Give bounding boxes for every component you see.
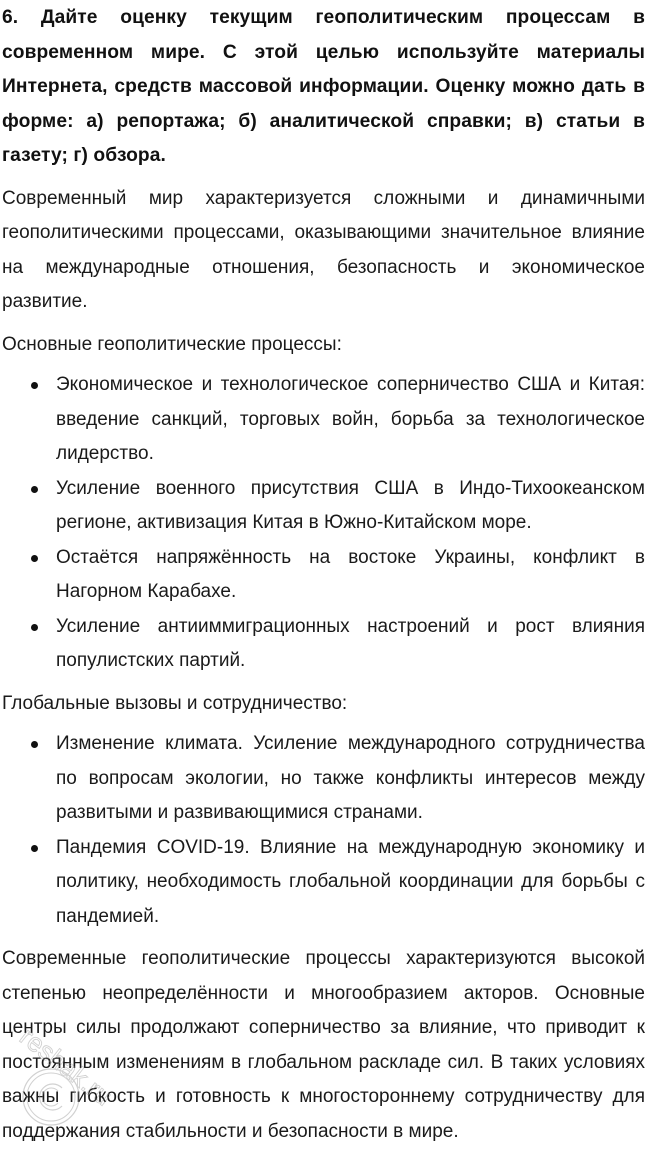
bullet-icon xyxy=(31,845,38,852)
watermark-text: reshak.ru xyxy=(14,1021,116,1112)
bullet-icon xyxy=(31,624,38,631)
list-item-text: Остаётся напряжённость на востоке Украины, конфликт в Нагорном Карабахе. xyxy=(56,546,645,602)
list-item xyxy=(2,472,645,541)
list-item xyxy=(2,541,645,610)
global-challenges-heading: Глобальные вызовы и сотрудничество: xyxy=(2,692,348,714)
list-item-text: Пандемия COVID-19. Влияние на международную экономику и политику, необходимость глобальной координации для борьбы с пандемией. xyxy=(56,836,645,927)
intro-paragraph: Современный мир характеризуется сложными и динамичными геополитическими процессами, оказывающими значительное влияние на международные отношения, безопасность и экономическое развитие. xyxy=(2,187,645,312)
list-item-text: Усиление военного присутствия США в Индо-Тихоокеанском регионе, активизация Китая в Южно-Китайском море. xyxy=(56,477,645,533)
list-item-text: Усиление антииммиграционных настроений и рост влияния популистских партий. xyxy=(56,615,645,671)
list-item xyxy=(2,610,645,679)
list-item xyxy=(2,727,645,831)
main-processes-heading: Основные геополитические процессы: xyxy=(2,333,342,355)
list-item xyxy=(2,831,645,935)
main-processes-list xyxy=(2,368,645,679)
bullet-icon xyxy=(31,555,38,562)
bullet-icon xyxy=(31,382,38,389)
global-challenges-list xyxy=(2,727,645,934)
list-item-text: Изменение климата. Усиление международного сотрудничества по вопросам экологии, но также конфликты интересов между развитыми и развивающимися странами. xyxy=(56,733,645,823)
conclusion-paragraph: Современные геополитические процессы характеризуются высокой степенью неопределённости и многообразием акторов. Основные центры силы продолжают соперничество за влияние, что приводит к постоянным изменениям в глобальном раскладе сил. В таких условиях важны гибкость и готовность к многостороннему сотрудничеству для поддержания стабильности и безопасности в мире. xyxy=(2,948,645,1142)
bullet-icon xyxy=(31,741,38,748)
bullet-icon xyxy=(31,486,38,493)
task-question: 6. Дайте оценку текущим геополитическим процессам в современном мире. С этой целью используйте материалы Интернета, средств массовой информации. Оценку можно дать в форме: а) репортажа; б) аналитической справки; в) статьи в газету; г) обзора. xyxy=(2,7,645,166)
list-item xyxy=(2,368,645,472)
list-item-text: Экономическое и технологическое соперничество США и Китая: введение санкций, торговых войн, борьба за технологическое лидерство. xyxy=(56,374,645,464)
